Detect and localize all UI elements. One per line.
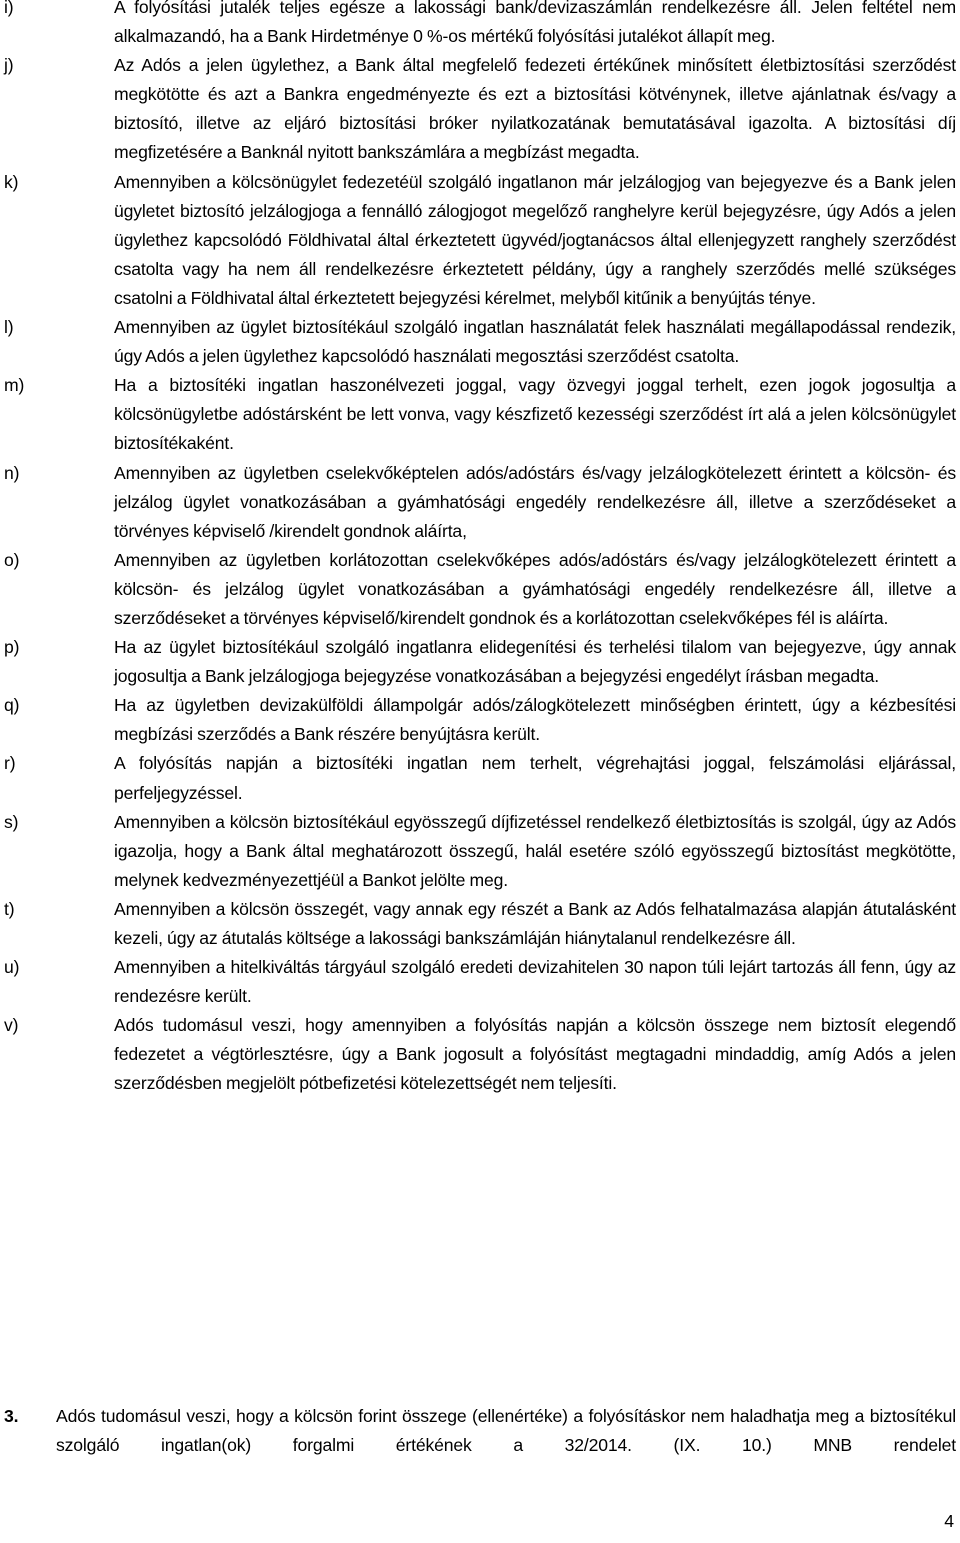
list-item-marker: n) xyxy=(4,462,20,483)
list-item-marker: r) xyxy=(4,753,16,774)
list-item xyxy=(0,633,960,691)
list-item-marker: s) xyxy=(4,811,19,832)
list-item-text: Amennyiben a kölcsönügylet fedezetéül szolgáló ingatlanon már jelzálogjog van bejegyezve és a Bank jelen ügyletet biztosító jelzálogjoga a fennálló zálogjogot megelőző ranghelyre kerül bejegyzésre, úgy Adós a jelen ügylethez kapcsolódó Földhivatal által érkeztetett ügyvéd/jogtanácsos által ellenjegyzett ranghely szerződést csatolta vagy ha nem áll rendelkezésre érkeztetett példány, úgy a ranghely szerződés mellé szükséges csatolni a Földhivatal által érkeztetett bejegyzési kérelmet, melyből kitűnik a benyújtás ténye. xyxy=(114,171,956,308)
list-item-marker: u) xyxy=(4,957,20,978)
list-item xyxy=(0,371,960,458)
list-item xyxy=(0,459,960,546)
list-item xyxy=(0,895,960,953)
list-item-marker: k) xyxy=(4,171,19,192)
list-item xyxy=(0,313,960,371)
list-item xyxy=(0,1011,960,1098)
list-item xyxy=(0,953,960,1011)
list-item-text: Ha a biztosítéki ingatlan haszonélvezeti joggal, vagy özvegyi joggal terhelt, ezen jogok jogosultja a kölcsönügyletbe adóstársként be lett vonva, vagy készfizető kezességi szerződést írt alá a jelen kölcsönügylet biztosítékaként. xyxy=(114,375,956,454)
list-item-marker: i) xyxy=(4,0,14,17)
list-item-text: Amennyiben az ügyletben cselekvőképtelen adós/adóstárs és/vagy jelzálogkötelezett érintett a kölcsön- és jelzálog ügylet vonatkozásában a gyámhatósági engedély rendelkezésre áll, illetve a szerződéseket a törvényes képviselő /kirendelt gondnok aláírta, xyxy=(114,462,956,541)
list-item xyxy=(0,808,960,895)
section-3 xyxy=(0,1402,960,1460)
list-item-text: Amennyiben az ügyletben korlátozottan cselekvőképes adós/adóstárs és/vagy jelzálogkötelezett érintett a kölcsön- és jelzálog ügylet vonatkozásában a gyámhatósági engedély rendelkezésre áll, illetve a szerződéseket a törvényes képviselő/kirendelt gondnok és a korlátozottan cselekvőképes fél is aláírta. xyxy=(114,549,956,628)
list-item-text: Ha az ügylet biztosítékául szolgáló ingatlanra elidegenítési és terhelési tilalom van bejegyezve, úgy annak jogosultja a Bank jelzálogjoga bejegyzése vonatkozásában a bejegyzési engedélyt írásban megadta. xyxy=(114,637,956,687)
list-item-text: A folyósítás napján a biztosítéki ingatlan nem terhelt, végrehajtási joggal, felszámolási eljárással, perfeljegyzéssel. xyxy=(114,753,956,803)
list-item xyxy=(0,691,960,749)
section-number: 3. xyxy=(4,1406,19,1426)
list-item-text: Amennyiben a hitelkiváltás tárgyául szolgáló eredeti devizahitelen 30 napon túli lejárt tartozás áll fenn, úgy az rendezésre került. xyxy=(114,957,956,1007)
list-item-marker: q) xyxy=(4,695,20,716)
list-item xyxy=(0,168,960,313)
list-item-text: Amennyiben az ügylet biztosítékául szolgáló ingatlan használatát felek használati megállapodással rendezik, úgy Adós a jelen ügylethez kapcsolódó használati megosztási szerződést csatolta. xyxy=(114,317,956,367)
list-item-text: Adós tudomásul veszi, hogy amennyiben a folyósítás napján a kölcsön összege nem biztosít elegendő fedezetet a végtörlesztésre, úgy a Bank jogosult a folyósítást megtagadni mindaddig, amíg Adós a jelen szerződésben megjelölt pótbefizetési kötelezettségét nem teljesíti. xyxy=(114,1015,956,1094)
page-number: 4 xyxy=(944,1511,954,1531)
list-item-text: A folyósítási jutalék teljes egésze a lakossági bank/devizaszámlán rendelkezésre áll. Jelen feltétel nem alkalmazandó, ha a Bank Hirdetménye 0 %-os mértékű folyósítási jutalékot állapít meg. xyxy=(114,0,956,47)
section-text: Adós tudomásul veszi, hogy a kölcsön forint összege (ellenértéke) a folyósításkor nem haladhatja meg a biztosítékul szolgáló ingatlan(ok) forgalmi értékének a 32/2014. (IX. 10.) MNB rendelet xyxy=(56,1406,956,1456)
list-item-marker: m) xyxy=(4,375,25,396)
list-item-text: Amennyiben a kölcsön biztosítékául egyösszegű díjfizetéssel rendelkező életbiztosítás is szolgál, úgy az Adós igazolja, hogy a Bank által meghatározott összegű, halál esetére szóló egyösszegű biztosítást megkötötte, melynek kedvezményezettjéül a Bankot jelölte meg. xyxy=(114,811,956,890)
list-item-marker: j) xyxy=(4,55,14,76)
list-item xyxy=(0,546,960,633)
list-item-marker: o) xyxy=(4,549,20,570)
list-item xyxy=(0,0,960,51)
list-item-marker: p) xyxy=(4,637,20,658)
list-item-marker: l) xyxy=(4,317,14,338)
list-item-text: Ha az ügyletben devizakülföldi állampolgár adós/zálogkötelezett minőségben érintett, úgy a kézbesítési megbízási szerződés a Bank részére benyújtásra került. xyxy=(114,695,956,745)
list-item-text: Amennyiben a kölcsön összegét, vagy annak egy részét a Bank az Adós felhatalmazása alapján átutalásként kezeli, úgy az átutalás költsége a lakossági bankszámláján hiánytalanul rendelkezésre áll. xyxy=(114,898,956,948)
list-item xyxy=(0,749,960,807)
list-item xyxy=(0,51,960,167)
list-item-text: Az Adós a jelen ügylethez, a Bank által megfelelő fedezeti értékűnek minősített életbiztosítási szerződést megkötötte és azt a Bankra engedményezte és ezt a biztosítási kötvénynek, illetve ajánlatnak és/vagy a biztosító, illetve az eljáró biztosítási bróker nyilatkozatának bemutatásával igazolta. A biztosítási díj megfizetésére a Banknál nyitott bankszámlára a megbízást megadta. xyxy=(114,55,956,163)
list-item-marker: t) xyxy=(4,898,15,919)
list-item-marker: v) xyxy=(4,1015,19,1036)
